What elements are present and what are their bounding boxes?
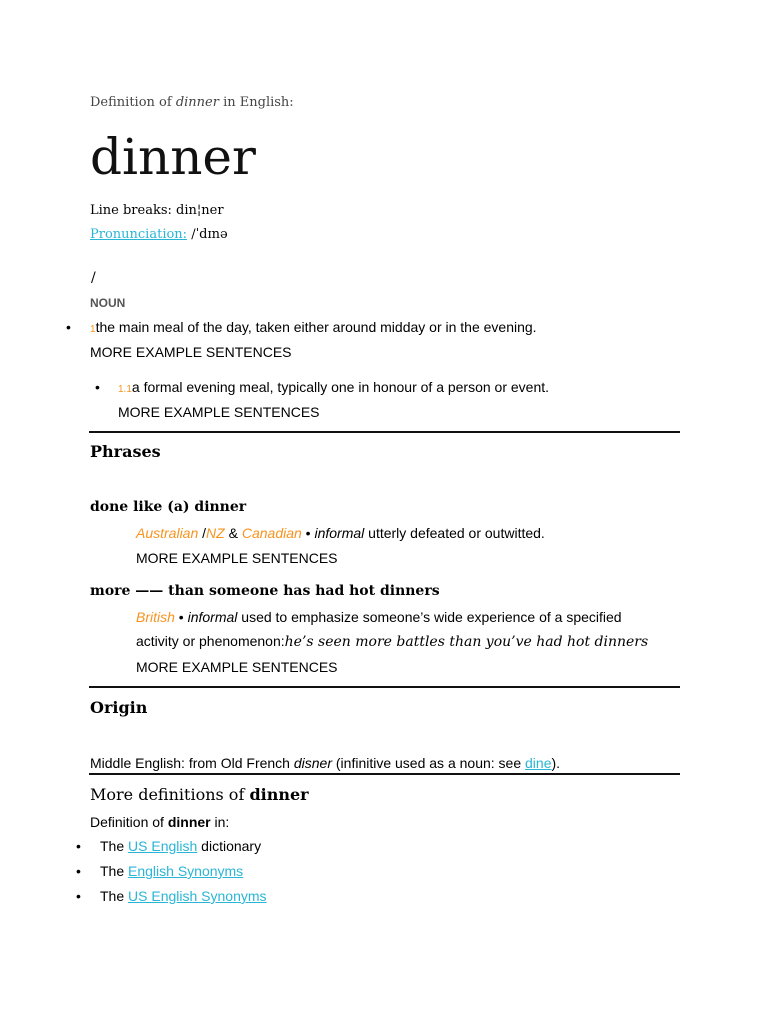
phrase-definition-text: utterly defeated or outwitted. (368, 525, 545, 541)
sense-text: a formal evening meal, typically one in honour of a person or event. (131, 379, 550, 395)
region-label: Canadian (241, 525, 302, 541)
list-item: The US English dictionary (100, 838, 262, 854)
pronunciation-ipa: /ˈdɪnə (191, 227, 228, 242)
bullet: • (95, 379, 100, 395)
part-of-speech: NOUN (90, 296, 126, 310)
pronunciation-slash: / (91, 270, 96, 286)
register-label: informal (187, 609, 238, 625)
phrase-definition-line2: activity or phenomenon:he’s seen more battles than you’ve had hot dinners (136, 633, 649, 650)
sense-number: 1 (90, 324, 96, 335)
headword: dinner (90, 128, 256, 186)
phrase-definition: British • informal used to emphasize someone’s wide experience of a specified (136, 609, 622, 625)
bullet: • (76, 888, 81, 904)
sense-1-1 (118, 379, 549, 395)
example-sentence: he’s seen more battles than you’ve had hot dinners (284, 634, 649, 650)
bullet: • (66, 319, 71, 335)
more-definitions-intro: Definition of dinner in: (90, 814, 230, 830)
more-definitions-heading: More definitions of dinner (90, 785, 309, 804)
dine-link[interactable]: dine (525, 755, 552, 771)
definition-header (90, 95, 294, 110)
pronunciation-link[interactable]: Pronunciation: (90, 227, 188, 242)
sense-1 (90, 319, 537, 335)
origin-heading: Origin (90, 698, 148, 717)
more-examples-link[interactable]: MORE EXAMPLE SENTENCES (136, 659, 338, 675)
region-label: NZ (206, 525, 225, 541)
origin-text: Middle English: from Old French disner (infinitive used as a noun: see dine). (90, 755, 561, 771)
phrases-heading: Phrases (90, 442, 161, 461)
line-breaks: Line breaks: din¦ner (90, 203, 224, 218)
definition-word: dinner (175, 95, 219, 110)
more-examples-link[interactable]: MORE EXAMPLE SENTENCES (118, 404, 320, 420)
phrase-definition-text: used to emphasize someone’s wide experience of a specified (241, 609, 622, 625)
phrase-definition: Australian /NZ & Canadian • informal utterly defeated or outwitted. (136, 525, 545, 541)
register-label: informal (314, 525, 365, 541)
us-english-link[interactable]: US English (128, 838, 198, 854)
us-english-synonyms-link[interactable]: US English Synonyms (128, 888, 267, 904)
more-examples-link[interactable]: MORE EXAMPLE SENTENCES (136, 550, 338, 566)
divider (89, 431, 680, 433)
definition-suffix: in English: (223, 95, 294, 110)
sense-text: the main meal of the day, taken either around midday or in the evening. (95, 319, 537, 335)
list-item: The English Synonyms (100, 863, 244, 879)
origin-word: disner (293, 755, 332, 771)
region-label: British (136, 609, 175, 625)
phrase-title: done like (a) dinner (90, 499, 247, 515)
divider (89, 686, 680, 688)
definition-prefix: Definition of (90, 95, 172, 110)
pronunciation-row (90, 227, 228, 242)
bullet: • (76, 863, 81, 879)
sense-number: 1.1 (118, 384, 132, 395)
english-synonyms-link[interactable]: English Synonyms (128, 863, 244, 879)
more-examples-link[interactable]: MORE EXAMPLE SENTENCES (90, 344, 292, 360)
divider (89, 773, 680, 775)
phrase-title: more —— than someone has had hot dinners (90, 583, 440, 599)
bullet: • (76, 838, 81, 854)
list-item: The US English Synonyms (100, 888, 267, 904)
region-label: Australian (136, 525, 199, 541)
